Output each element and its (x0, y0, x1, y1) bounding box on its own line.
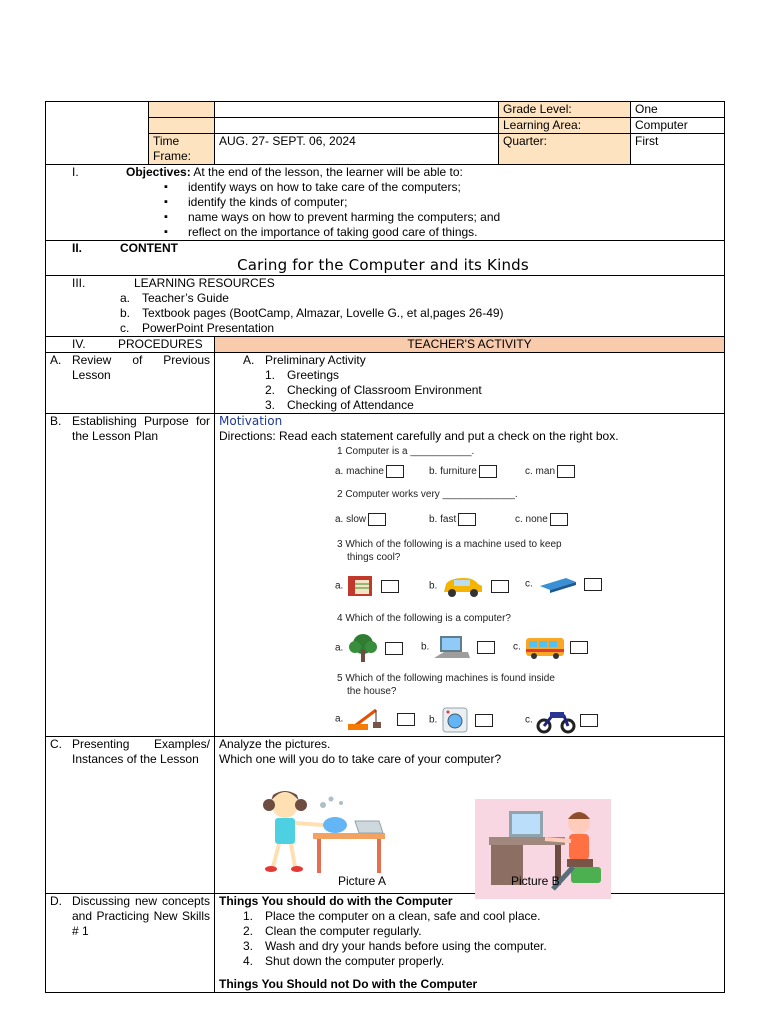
preliminary-activity-list (219, 368, 720, 413)
header-blank-cell-1 (215, 102, 499, 118)
refrigerator-icon (346, 574, 376, 598)
checkbox[interactable] (550, 513, 568, 526)
checkbox[interactable] (557, 465, 575, 478)
quiz-option: c. (525, 706, 598, 734)
list-item: ▪ identify ways on how to take care of the computers; (188, 180, 720, 195)
quiz-option: b. (429, 574, 509, 598)
car-icon (440, 574, 486, 598)
list-item: 2. Clean the computer regularly. (243, 924, 422, 938)
computer-icon (432, 634, 472, 660)
procedure-c-letter: C. (50, 737, 62, 751)
learning-area-label: Learning Area: (499, 118, 631, 134)
procedure-a-title: Review of Previous Lesson (72, 353, 210, 382)
checkbox[interactable] (479, 465, 497, 478)
motivation-directions: Directions: Read each statement carefully and put a check on the right box. (219, 429, 619, 443)
lesson-plan-table (45, 101, 725, 993)
grade-level-value: One (631, 102, 725, 118)
content-label: CONTENT (120, 241, 178, 255)
list-item: 1. Place the computer on a clean, safe and cool place. (243, 909, 541, 923)
air-conditioner-icon (536, 574, 580, 594)
procedures-label: PROCEDURES (118, 337, 203, 351)
procedure-b-title: Establishing Purpose for the Lesson Plan (72, 414, 210, 443)
list-item: ▪ reflect on the importance of taking good care of things. (188, 225, 720, 240)
list-item: 3. Wash and dry your hands before using the computer. (243, 939, 547, 953)
procedure-b-activity-cell (215, 414, 725, 737)
header-orange-cell-2 (149, 118, 215, 134)
content-number: II. (72, 241, 83, 255)
checkbox[interactable] (491, 580, 509, 593)
quarter-label: Quarter: (499, 134, 631, 165)
quiz-option: b. (421, 634, 495, 660)
quiz-question-3-cont: things cool? (347, 552, 401, 563)
checkbox[interactable] (368, 513, 386, 526)
procedure-b-title-cell (46, 414, 215, 737)
picture-a-illustration (251, 775, 411, 885)
list-item: ▪ identify the kinds of computer; (188, 195, 720, 210)
checkbox[interactable] (477, 641, 495, 654)
procedure-c-row (46, 737, 725, 894)
resources-row (46, 276, 725, 337)
checkbox[interactable] (475, 714, 493, 727)
teachers-activity-header: TEACHER'S ACTIVITY (215, 337, 725, 353)
procedures-label-cell (46, 337, 215, 353)
quiz-question-5-cont: the house? (347, 686, 397, 697)
should-do-title: Things You should do with the Computer (219, 894, 453, 908)
objectives-cell (46, 165, 725, 241)
procedure-a-activity-cell: A. Preliminary Activity 1. Greetings 2. Checking of Classroom Environment 3. Checking of Attendance (215, 353, 725, 414)
checkbox[interactable] (458, 513, 476, 526)
quiz-question-1: 1 Computer is a ___________. (337, 446, 475, 457)
list-item: 1. Greetings (265, 368, 340, 382)
procedures-header-row (46, 337, 725, 353)
list-item: 2. Checking of Classroom Environment (265, 383, 482, 397)
motorcycle-icon (536, 706, 576, 734)
objectives-row (46, 165, 725, 241)
checkbox[interactable] (570, 641, 588, 654)
objectives-label: Objectives: (126, 165, 191, 179)
content-title: Caring for the Computer and its Kinds (237, 256, 529, 274)
quiz-option: a. slow (335, 513, 386, 526)
procedure-d-row (46, 894, 725, 993)
quiz-option: c. man (525, 465, 575, 478)
procedure-d-letter: D. (50, 894, 62, 908)
procedure-a-row (46, 353, 725, 414)
comparison-pictures (219, 767, 720, 893)
quiz-option: b. furniture (429, 465, 497, 478)
procedure-d-title-cell (46, 894, 215, 993)
quiz-option: c. (513, 634, 588, 660)
time-frame-label: Time Frame: (149, 134, 215, 165)
list-item: c. PowerPoint Presentation (120, 321, 275, 335)
objectives-number: I. (72, 165, 79, 179)
checkbox[interactable] (386, 465, 404, 478)
header-orange-cell-1 (149, 102, 215, 118)
quiz-option: a. (335, 706, 415, 732)
checkbox[interactable] (385, 642, 403, 655)
procedure-d-title: Discussing new concepts and Practicing New Skills # 1 (72, 894, 210, 938)
procedure-a-title-cell (46, 353, 215, 414)
quiz-question-4: 4 Which of the following is a computer? (337, 613, 511, 624)
checkbox[interactable] (584, 578, 602, 591)
quiz-question-3: 3 Which of the following is a machine used to keep (337, 539, 562, 550)
learning-area-value: Computer (631, 118, 725, 134)
motivation-quiz (329, 446, 615, 736)
objectives-intro: At the end of the lesson, the learner will be able to: (190, 165, 463, 179)
quiz-option: c. none (515, 513, 568, 526)
header-blank-cell-2 (215, 118, 499, 134)
list-item: 3. Checking of Attendance (265, 398, 414, 412)
quiz-option: c. (525, 574, 602, 594)
procedure-b-row (46, 414, 725, 737)
quiz-option: b. fast (429, 513, 476, 526)
should-not-do-title: Things You Should not Do with the Computer (219, 977, 478, 991)
resources-label: LEARNING RESOURCES (134, 276, 275, 290)
content-cell (46, 241, 725, 276)
motivation-heading: Motivation (219, 414, 283, 428)
procedure-a-letter: A. (50, 353, 62, 367)
list-item: b. Textbook pages (BootCamp, Almazar, Lovelle G., et al,pages 26-49) (120, 306, 504, 320)
quiz-option: a. (335, 574, 399, 598)
analyze-question: Which one will you do to take care of your computer? (219, 752, 502, 766)
tree-icon (346, 634, 380, 662)
list-item: 4. Shut down the computer properly. (243, 954, 445, 968)
picture-b-caption: Picture B (511, 874, 560, 888)
header-row-1 (46, 102, 725, 118)
list-item: a. Teacher’s Guide (120, 291, 229, 305)
header-blank-cell (46, 102, 149, 165)
checkbox[interactable] (381, 580, 399, 593)
list-item: ▪ name ways on how to prevent harming the computers; and (188, 210, 720, 225)
quiz-question-5: 5 Which of the following machines is found inside (337, 673, 555, 684)
procedure-b-letter: B. (50, 414, 62, 428)
procedures-number: IV. (72, 337, 86, 351)
quiz-question-2: 2 Computer works very _____________. (337, 489, 518, 500)
grade-level-label: Grade Level: (499, 102, 631, 118)
picture-a-caption: Picture A (338, 874, 387, 888)
preliminary-activity-title: Preliminary Activity (265, 353, 366, 367)
crane-icon (346, 706, 392, 732)
procedure-c-title-cell (46, 737, 215, 894)
analyze-instruction: Analyze the pictures. (219, 737, 331, 751)
time-frame-value: AUG. 27- SEPT. 06, 2024 (215, 134, 499, 165)
procedure-c-activity-cell (215, 737, 725, 894)
should-do-list (219, 909, 720, 969)
procedure-d-activity-cell (215, 894, 725, 993)
bus-icon (524, 634, 566, 660)
washing-machine-icon (440, 706, 470, 734)
resources-number: III. (72, 276, 86, 290)
procedure-c-title: Presenting Examples/ Instances of the Lesson (72, 737, 210, 766)
quiz-option: a. (335, 634, 403, 662)
checkbox[interactable] (580, 714, 598, 727)
quarter-value: First (631, 134, 725, 165)
checkbox[interactable] (397, 713, 415, 726)
quiz-option: a. machine (335, 465, 404, 478)
content-row (46, 241, 725, 276)
resources-cell (46, 276, 725, 337)
quiz-option: b. (429, 706, 493, 734)
objectives-list (46, 180, 720, 240)
